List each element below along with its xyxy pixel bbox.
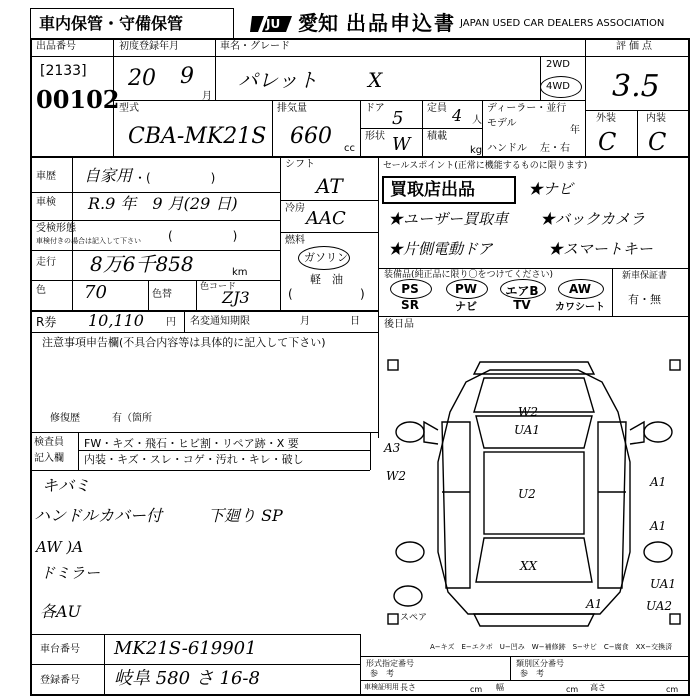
capacity-unit: 人 <box>472 115 482 126</box>
drive-4wd-circle <box>540 76 582 98</box>
mark-right-a1-1: A1 <box>650 475 667 489</box>
color-code-label: 色コード <box>200 282 237 292</box>
score-ext-label: 外装 <box>596 113 616 124</box>
equip-navi: ナビ <box>455 300 477 313</box>
right-mirror <box>630 422 644 444</box>
lot-code: [2133] <box>40 63 87 79</box>
cert-label: 車検証明用 <box>364 683 399 691</box>
model-grade: X <box>368 68 383 92</box>
dealer-model-year: モデル <box>487 118 517 129</box>
sales-point-1: ★ナビ <box>528 180 574 198</box>
sales-points-label: セールスポイント(正常に機能するものに限ります) <box>383 161 588 171</box>
sales-point-4: ★片側電動ドア <box>388 240 493 258</box>
mileage-label: 走行 <box>36 257 56 268</box>
damage-legend: A−キズ E−エクボ U−凹み W−補修跡 S−サビ C−腐食 XX−交換済 <box>430 643 673 651</box>
sales-points-badge-text: 買取店出品 <box>390 180 475 200</box>
shift-value: AT <box>316 174 343 198</box>
storage-label-box <box>30 8 234 40</box>
left-mirror <box>424 422 438 444</box>
fuel-paren-right: ) <box>360 287 365 301</box>
plate-label: 登録番号 <box>40 675 80 686</box>
mark-hood-ua1: UA1 <box>514 423 541 437</box>
equip-tv: TV <box>513 298 531 312</box>
equip-ps: PS <box>401 282 419 296</box>
sales-points-badge <box>382 176 516 204</box>
history-label: 車歴 <box>36 171 56 182</box>
equip-sr: SR <box>401 298 419 312</box>
fuel-label: 燃料 <box>285 235 305 246</box>
note-line-1: キバミ <box>42 476 91 495</box>
dealer-handle-opts: 左・右 <box>540 143 570 154</box>
recycle-label: R券 <box>36 315 57 329</box>
equip-leather: カワシート <box>555 302 605 313</box>
dealer-year-unit: 年 <box>570 125 580 136</box>
inspector-label-2: 記入欄 <box>34 453 64 464</box>
mark-left-w2: W2 <box>386 469 406 483</box>
displacement-value: 660 <box>290 124 332 149</box>
deadline-month: 月 <box>300 316 310 327</box>
org-en: JAPAN USED CAR DEALERS ASSOCIATION <box>460 18 665 29</box>
dealer-handle-label: ハンドル <box>487 143 527 154</box>
history-value: 自家用 <box>84 166 133 185</box>
inspector-label-1: 検査員 <box>34 437 64 448</box>
sales-point-5: ★スマートキー <box>548 240 653 258</box>
note-line-3: 下廻り SP <box>208 506 283 525</box>
type-label: 型式 <box>119 103 139 114</box>
tyre-front-left <box>396 422 424 442</box>
right-side-panel <box>598 422 626 588</box>
inspector-row-1: FW・キズ・飛石・ヒビ割・リペア跡・X 要 <box>84 437 299 450</box>
deadline-label: 名変通知期限 <box>190 316 250 327</box>
load-unit: kg <box>470 145 483 156</box>
lot-label: 出品番号 <box>36 41 76 52</box>
history-suffix: ・( ) <box>134 171 216 185</box>
inspector-row-2: 内装・キズ・スレ・コゲ・汚れ・キレ・破し <box>84 453 304 466</box>
org-name: 愛知 <box>298 11 338 35</box>
plate-value: 岐阜 580 さ 16-8 <box>114 668 260 689</box>
car-damage-diagram <box>380 352 688 634</box>
fuel-gas-circle <box>298 246 350 270</box>
ju-logo-text: JU <box>266 17 281 31</box>
sales-point-3: ★バックカメラ <box>540 210 646 228</box>
storage-label: 車内保管・守備保管 <box>39 14 184 33</box>
score-value: 3.5 <box>612 69 660 104</box>
lot-number: 00102 <box>36 85 120 114</box>
inspection-value: R.9 年 9 月(29 日) <box>88 194 238 213</box>
mark-right-ua1: UA1 <box>650 577 677 591</box>
equip-airbag-circle <box>500 279 546 299</box>
tyre-rear-right <box>644 542 672 562</box>
score-label: 評価点 <box>616 41 655 52</box>
color-value: 70 <box>84 282 107 303</box>
color-label: 色 <box>36 285 46 296</box>
tyre-rear-left <box>396 542 424 562</box>
spare-tyre <box>394 586 422 606</box>
mark-roof-u2: U2 <box>518 487 536 501</box>
tyre-front-right <box>644 422 672 442</box>
backend-label: 後日品 <box>384 319 414 330</box>
doors-value: 5 <box>392 108 404 129</box>
color-repaint-label: 色替 <box>152 289 172 300</box>
equipment-grid <box>384 282 610 314</box>
mark-left-a3: A3 <box>384 441 401 455</box>
category-label: 類別区分番号 <box>516 659 564 668</box>
mark-right-a1-2: A1 <box>650 519 667 533</box>
receipt-paren: ( ) <box>168 229 238 243</box>
width-unit: cm <box>566 685 579 694</box>
equipment-label: 装備品(純正品に限り〇をつけてください) <box>384 270 554 280</box>
length-label: 長さ <box>400 683 416 692</box>
sales-point-2: ★ユーザー買取車 <box>388 210 509 228</box>
ju-logo <box>248 12 296 36</box>
dealer-label: ディーラー・並行 <box>487 103 567 114</box>
model-name: パレット <box>238 68 318 92</box>
warranty-label: 新車保証書 <box>622 271 668 281</box>
color-code: ZJ3 <box>222 288 250 307</box>
equip-ps-circle <box>390 279 432 299</box>
length-unit: cm <box>470 685 483 694</box>
mileage-value: 8万6千858 <box>90 252 194 276</box>
height-unit: cm <box>666 685 679 694</box>
first-reg-label: 初度登録年月 <box>119 41 179 52</box>
mark-right-ua2: UA2 <box>646 599 673 613</box>
fuel-gas: ガソリン <box>304 251 348 264</box>
mark-bumper-w2: W2 <box>518 405 538 419</box>
recycle-value: 10,110 <box>88 311 144 330</box>
designation-label: 形式指定番号 <box>366 659 414 668</box>
recycle-unit: 円 <box>166 317 176 328</box>
type-value: CBA-MK21S <box>128 124 267 149</box>
mark-rear-a1: A1 <box>586 597 603 611</box>
chassis-label: 車台番号 <box>40 644 80 655</box>
equip-airbag: エアB <box>505 284 539 298</box>
equip-aw-circle <box>558 279 604 299</box>
first-reg-month-unit: 月 <box>202 91 212 102</box>
ref-1: 参 考 <box>370 669 394 678</box>
height-label: 高さ <box>590 683 606 692</box>
form-title: 出品申込書 <box>346 11 456 35</box>
score-ext: C <box>598 128 617 156</box>
deadline-day: 日 <box>350 316 360 327</box>
notes-label: 注意事項申告欄(不具合内容等は具体的に記入して下さい) <box>42 336 326 349</box>
capacity-label: 定員 <box>427 103 447 114</box>
first-reg-month: 9 <box>180 64 194 89</box>
score-int-label: 内装 <box>646 113 666 124</box>
equip-pw: PW <box>454 282 478 296</box>
repair-label: 修復歴 <box>50 413 80 424</box>
drive-4wd: 4WD <box>546 81 570 92</box>
drive-2wd: 2WD <box>546 59 570 70</box>
receipt-sub: 車検付きの場合は記入して下さい <box>36 237 141 245</box>
width-label: 幅 <box>496 683 504 692</box>
model-label: 車名・グレード <box>220 41 290 52</box>
capacity-value: 4 <box>452 106 463 125</box>
displacement-label: 排気量 <box>277 103 307 114</box>
note-line-5: ドミラー <box>40 564 101 582</box>
left-side-panel <box>442 422 470 588</box>
shape-label: 形状 <box>365 131 385 142</box>
first-reg-year: 20 <box>128 66 156 91</box>
front-bumper <box>474 362 594 374</box>
note-line-6: 各AU <box>40 602 82 621</box>
mark-rear-xx: XX <box>520 559 538 573</box>
displacement-unit: cc <box>344 143 355 154</box>
aircon-label: 冷房 <box>285 203 305 214</box>
receipt-label: 受検形態 <box>36 223 76 234</box>
ref-2: 参 考 <box>520 669 544 678</box>
fuel-paren-left: ( <box>288 287 293 301</box>
chassis-value: MK21S-619901 <box>114 638 257 659</box>
inspection-label: 車検 <box>36 197 56 208</box>
load-label: 積載 <box>427 131 447 142</box>
note-line-2: ハンドルカバー付 <box>34 506 163 525</box>
rear-bumper <box>474 614 594 626</box>
shape-value: W <box>392 134 411 155</box>
equip-aw: AW <box>569 282 591 296</box>
note-line-4: AW )A <box>36 538 84 556</box>
mileage-unit: km <box>232 267 248 278</box>
doors-label: ドア <box>365 103 385 114</box>
shift-label: シフト <box>285 159 315 170</box>
aircon-value: AAC <box>306 208 346 229</box>
warranty-options: 有・無 <box>628 293 661 306</box>
repair-value: 有（箇所 <box>112 413 152 424</box>
score-int: C <box>648 128 667 156</box>
spare-label: スペア <box>400 613 428 623</box>
equip-pw-circle <box>446 279 488 299</box>
fuel-diesel: 軽 油 <box>310 273 343 286</box>
